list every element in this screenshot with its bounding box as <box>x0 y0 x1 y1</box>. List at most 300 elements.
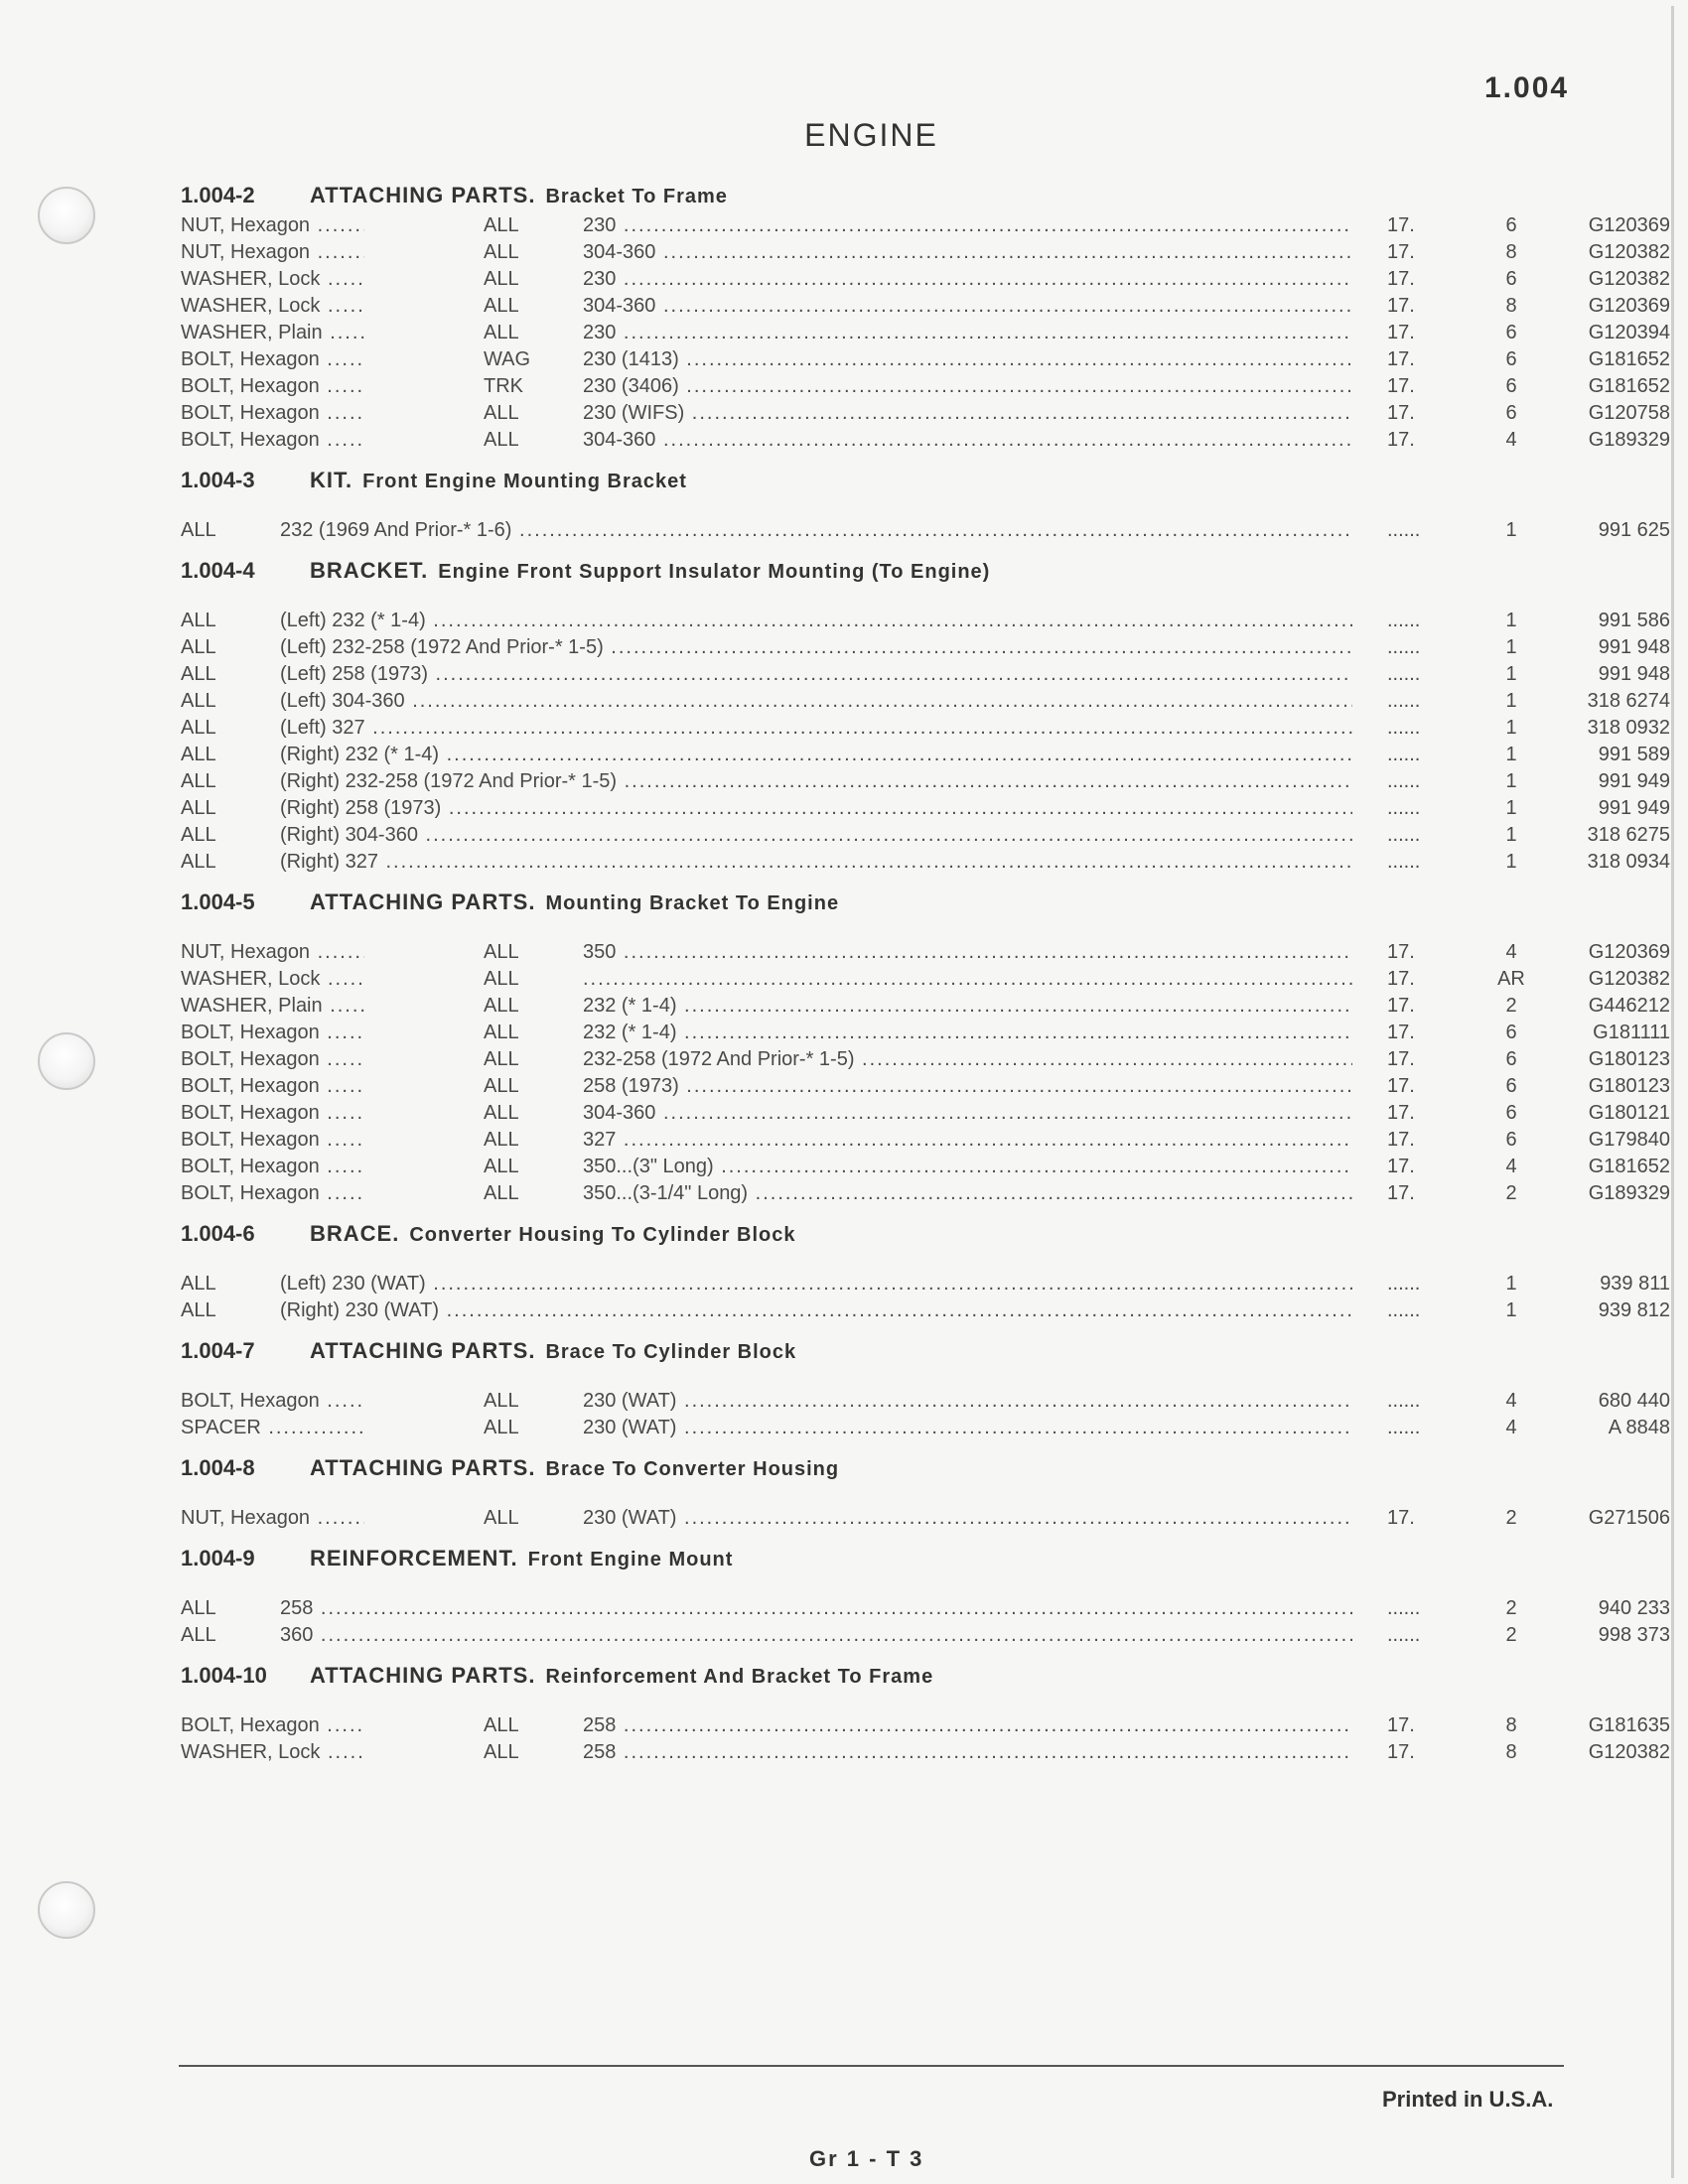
part-row <box>181 212 1670 239</box>
quantity: 4 <box>1505 429 1517 451</box>
group-number: 17. <box>1387 1741 1415 1763</box>
catalog-section <box>181 1542 1670 1649</box>
application: 350...(3" Long) ..... <box>583 1154 1352 1180</box>
group-number: ...... <box>1387 797 1421 819</box>
group-number: ...... <box>1387 636 1421 658</box>
model-code: ALL <box>181 1624 216 1646</box>
part-row <box>181 517 1670 544</box>
catalog-section <box>181 464 1670 544</box>
application: (Left) 232-258 (1972 And Prior-* 1-5) ..... <box>280 634 1352 661</box>
quantity: 6 <box>1505 348 1517 370</box>
section-description: Mounting Bracket To Engine <box>545 892 840 914</box>
part-number: G181635 <box>1588 1714 1670 1736</box>
section-description: Front Engine Mounting Bracket <box>362 471 687 492</box>
application: 230 ..... <box>583 212 1352 239</box>
group-number: 17. <box>1387 348 1415 370</box>
model-code: ALL <box>484 1156 519 1177</box>
part-number: G120382 <box>1588 1741 1670 1763</box>
part-number: G120758 <box>1588 402 1670 424</box>
part-number: 939 811 <box>1600 1273 1670 1295</box>
quantity: 1 <box>1505 824 1517 846</box>
quantity: 6 <box>1505 1129 1517 1151</box>
part-number: G120369 <box>1588 941 1670 963</box>
part-name: WASHER, Lock ..... <box>181 266 364 293</box>
part-row <box>181 1127 1670 1154</box>
part-number: G181652 <box>1588 375 1670 397</box>
application: 327 ..... <box>583 1127 1352 1154</box>
part-number: 939 812 <box>1598 1299 1670 1321</box>
part-row <box>181 608 1670 634</box>
part-row <box>181 1622 1670 1649</box>
application: 304-360 ..... <box>583 427 1352 454</box>
group-number: 17. <box>1387 968 1415 990</box>
part-number: G120369 <box>1588 295 1670 317</box>
quantity: 1 <box>1505 610 1517 631</box>
model-code: ALL <box>181 851 216 873</box>
quantity: 6 <box>1505 322 1517 343</box>
part-number: 991 949 <box>1598 770 1670 792</box>
part-number: 991 948 <box>1598 663 1670 685</box>
model-code: ALL <box>484 941 519 963</box>
group-number: 17. <box>1387 241 1415 263</box>
group-number: ...... <box>1387 770 1421 792</box>
application: 230 ..... <box>583 266 1352 293</box>
section-spacer <box>181 919 1501 939</box>
quantity: 1 <box>1505 851 1517 873</box>
part-number: G189329 <box>1588 1182 1670 1204</box>
model-code: ALL <box>181 797 216 819</box>
part-number: G271506 <box>1588 1507 1670 1529</box>
application: (Right) 232 (* 1-4) ..... <box>280 742 1352 768</box>
part-name: WASHER, Lock ..... <box>181 293 364 320</box>
part-row <box>181 822 1670 849</box>
model-code: ALL <box>181 1273 216 1295</box>
model-code: ALL <box>181 1597 216 1619</box>
part-number: G189329 <box>1588 429 1670 451</box>
part-row <box>181 1415 1670 1441</box>
part-row <box>181 742 1670 768</box>
model-code: ALL <box>484 402 519 424</box>
catalog-section <box>181 179 1670 454</box>
model-code: ALL <box>484 241 519 263</box>
part-name: BOLT, Hexagon ..... <box>181 1046 364 1073</box>
section-number: 1.004-8 <box>181 1455 255 1480</box>
section-title: ATTACHING PARTS. <box>310 889 536 914</box>
punch-hole <box>38 187 95 244</box>
part-row <box>181 1739 1670 1766</box>
model-code: ALL <box>484 1075 519 1097</box>
part-row <box>181 795 1670 822</box>
group-number: ...... <box>1387 663 1421 685</box>
section-number: 1.004-5 <box>181 889 255 914</box>
quantity: 6 <box>1505 1102 1517 1124</box>
model-code: ALL <box>484 1390 519 1412</box>
model-code: ALL <box>484 322 519 343</box>
part-number: G181652 <box>1588 1156 1670 1177</box>
application: 258 ..... <box>583 1739 1352 1766</box>
part-row <box>181 966 1670 993</box>
group-number: ...... <box>1387 1390 1421 1412</box>
quantity: 1 <box>1505 744 1517 765</box>
part-row <box>181 1020 1670 1046</box>
page-title: ENGINE <box>804 117 938 153</box>
part-row <box>181 661 1670 688</box>
quantity: 1 <box>1505 690 1517 712</box>
part-number: 318 0934 <box>1587 851 1670 873</box>
model-code: ALL <box>484 1102 519 1124</box>
group-number: ...... <box>1387 824 1421 846</box>
part-name: BOLT, Hexagon ..... <box>181 427 364 454</box>
part-number: A 8848 <box>1608 1417 1670 1438</box>
model-code: ALL <box>484 968 519 990</box>
part-number: 680 440 <box>1598 1390 1670 1412</box>
part-number: 991 589 <box>1598 744 1670 765</box>
section-title: ATTACHING PARTS. <box>310 1455 536 1480</box>
part-row <box>181 688 1670 715</box>
part-row <box>181 1271 1670 1297</box>
application: 232 (1969 And Prior-* 1-6) ..... <box>280 517 1352 544</box>
group-number: ...... <box>1387 690 1421 712</box>
part-number: 991 948 <box>1598 636 1670 658</box>
part-number: G180123 <box>1588 1075 1670 1097</box>
part-row <box>181 266 1670 293</box>
part-row <box>181 715 1670 742</box>
section-header <box>181 1334 1501 1368</box>
part-row <box>181 293 1670 320</box>
group-number: 17. <box>1387 214 1415 236</box>
model-code: ALL <box>484 295 519 317</box>
group-number: ...... <box>1387 717 1421 739</box>
application: (Left) 232 (* 1-4) ..... <box>280 608 1352 634</box>
quantity: 4 <box>1505 1390 1517 1412</box>
application: 230 (WIFS) ..... <box>583 400 1352 427</box>
model-code: ALL <box>484 1182 519 1204</box>
group-number: 17. <box>1387 995 1415 1017</box>
application: (Left) 230 (WAT) ..... <box>280 1271 1352 1297</box>
part-number: G120382 <box>1588 268 1670 290</box>
application: 232 (* 1-4) ..... <box>583 993 1352 1020</box>
part-number: G180123 <box>1588 1048 1670 1070</box>
application: 230 (1413) ..... <box>583 346 1352 373</box>
part-number: G120382 <box>1588 241 1670 263</box>
group-number: 17. <box>1387 1129 1415 1151</box>
model-code: ALL <box>484 1714 519 1736</box>
part-name: BOLT, Hexagon ..... <box>181 1180 364 1207</box>
section-header <box>181 886 1501 919</box>
group-number: ...... <box>1387 1299 1421 1321</box>
part-name: BOLT, Hexagon ..... <box>181 400 364 427</box>
section-number: 1.004-6 <box>181 1221 255 1246</box>
section-title: BRACE. <box>310 1221 400 1246</box>
catalog-section <box>181 886 1670 1207</box>
part-name: NUT, Hexagon ..... <box>181 939 364 966</box>
section-description: Reinforcement And Bracket To Frame <box>545 1666 934 1688</box>
quantity: 6 <box>1505 268 1517 290</box>
model-code: ALL <box>181 690 216 712</box>
section-title: ATTACHING PARTS. <box>310 1338 536 1363</box>
section-spacer <box>181 497 1501 517</box>
part-name: BOLT, Hexagon ..... <box>181 1388 364 1415</box>
quantity: 6 <box>1505 402 1517 424</box>
group-number: 17. <box>1387 1182 1415 1204</box>
application: (Right) 232-258 (1972 And Prior-* 1-5) ..... <box>280 768 1352 795</box>
model-code: ALL <box>181 717 216 739</box>
part-row <box>181 1046 1670 1073</box>
part-name: BOLT, Hexagon ..... <box>181 1073 364 1100</box>
section-description: Bracket To Frame <box>545 186 728 207</box>
quantity: 1 <box>1505 1299 1517 1321</box>
section-number: 1.004-4 <box>181 558 255 583</box>
part-row <box>181 849 1670 876</box>
part-number: G179840 <box>1588 1129 1670 1151</box>
quantity: 1 <box>1505 636 1517 658</box>
part-name: SPACER ..... <box>181 1415 364 1441</box>
section-number: 1.004-9 <box>181 1546 255 1570</box>
catalog-section <box>181 1334 1670 1441</box>
group-number: ...... <box>1387 1417 1421 1438</box>
group-number: ...... <box>1387 610 1421 631</box>
part-number: G180121 <box>1588 1102 1670 1124</box>
part-row <box>181 1297 1670 1324</box>
part-row <box>181 1595 1670 1622</box>
part-number: 940 233 <box>1598 1597 1670 1619</box>
part-number: 318 6274 <box>1587 690 1670 712</box>
part-row <box>181 1505 1670 1532</box>
catalog-section <box>181 1217 1670 1324</box>
application: 230 (WAT) ..... <box>583 1388 1352 1415</box>
model-code: ALL <box>484 995 519 1017</box>
group-number: 17. <box>1387 295 1415 317</box>
part-row <box>181 634 1670 661</box>
section-spacer <box>181 1368 1501 1388</box>
group-number: 17. <box>1387 1156 1415 1177</box>
part-name: WASHER, Lock ..... <box>181 1739 364 1766</box>
section-description: Brace To Converter Housing <box>545 1458 840 1480</box>
application: (Right) 258 (1973) ..... <box>280 795 1352 822</box>
group-number: ...... <box>1387 1624 1421 1646</box>
quantity: 8 <box>1505 1741 1517 1763</box>
part-name: NUT, Hexagon ..... <box>181 1505 364 1532</box>
quantity: 6 <box>1505 375 1517 397</box>
model-code: ALL <box>181 1299 216 1321</box>
section-header <box>181 179 1501 212</box>
group-number: 17. <box>1387 1714 1415 1736</box>
application: 230 (WAT) ..... <box>583 1415 1352 1441</box>
group-number: ...... <box>1387 1597 1421 1619</box>
group-reference: Gr 1 - T 3 <box>809 2146 924 2171</box>
application: 258 (1973) ..... <box>583 1073 1352 1100</box>
part-number: 991 625 <box>1598 519 1670 541</box>
quantity: 8 <box>1505 295 1517 317</box>
section-title: ATTACHING PARTS. <box>310 183 536 207</box>
group-number: 17. <box>1387 1507 1415 1529</box>
section-title: KIT. <box>310 468 353 492</box>
section-spacer <box>181 1485 1501 1505</box>
part-number: 991 949 <box>1598 797 1670 819</box>
section-description: Converter Housing To Cylinder Block <box>409 1224 796 1246</box>
quantity: 1 <box>1505 663 1517 685</box>
application: 258 ..... <box>280 1595 1352 1622</box>
part-name: BOLT, Hexagon ..... <box>181 373 364 400</box>
part-number: G181111 <box>1593 1022 1670 1043</box>
punch-hole <box>38 1881 95 1939</box>
part-name: WASHER, Plain ..... <box>181 993 364 1020</box>
application: (Left) 327 ..... <box>280 715 1352 742</box>
part-name: WASHER, Plain ..... <box>181 320 364 346</box>
model-code: ALL <box>484 214 519 236</box>
quantity: AR <box>1497 968 1525 990</box>
part-name: BOLT, Hexagon ..... <box>181 1127 364 1154</box>
part-row <box>181 1712 1670 1739</box>
quantity: 1 <box>1505 519 1517 541</box>
section-title: BRACKET. <box>310 558 429 583</box>
group-number: 17. <box>1387 941 1415 963</box>
quantity: 4 <box>1505 941 1517 963</box>
application: (Right) 230 (WAT) ..... <box>280 1297 1352 1324</box>
part-row <box>181 1073 1670 1100</box>
group-number: 17. <box>1387 1075 1415 1097</box>
part-number: 998 373 <box>1598 1624 1670 1646</box>
group-number: ...... <box>1387 744 1421 765</box>
model-code: ALL <box>484 1129 519 1151</box>
quantity: 6 <box>1505 214 1517 236</box>
section-title: ATTACHING PARTS. <box>310 1663 536 1688</box>
group-number: 17. <box>1387 322 1415 343</box>
part-row <box>181 427 1670 454</box>
application: 230 ..... <box>583 320 1352 346</box>
model-code: ALL <box>484 1022 519 1043</box>
section-header <box>181 464 1501 497</box>
application: 350 ..... <box>583 939 1352 966</box>
quantity: 8 <box>1505 1714 1517 1736</box>
model-code: ALL <box>181 663 216 685</box>
quantity: 1 <box>1505 717 1517 739</box>
section-spacer <box>181 1575 1501 1595</box>
section-spacer <box>181 1693 1501 1712</box>
section-number: 1.004-2 <box>181 183 255 207</box>
part-name: BOLT, Hexagon ..... <box>181 1712 364 1739</box>
quantity: 2 <box>1505 995 1517 1017</box>
quantity: 2 <box>1505 1624 1517 1646</box>
application: (Right) 304-360 ..... <box>280 822 1352 849</box>
quantity: 6 <box>1505 1048 1517 1070</box>
model-code: ALL <box>181 519 216 541</box>
section-number: 1.004-10 <box>181 1663 267 1688</box>
parts-catalog <box>181 179 1670 1776</box>
part-number: 318 0932 <box>1587 717 1670 739</box>
quantity: 6 <box>1505 1022 1517 1043</box>
quantity: 1 <box>1505 770 1517 792</box>
model-code: ALL <box>181 770 216 792</box>
part-row <box>181 768 1670 795</box>
part-name: BOLT, Hexagon ..... <box>181 1100 364 1127</box>
part-row <box>181 320 1670 346</box>
model-code: ALL <box>181 744 216 765</box>
model-code: ALL <box>484 1417 519 1438</box>
section-spacer <box>181 588 1501 608</box>
model-code: ALL <box>181 610 216 631</box>
application: (Left) 258 (1973) ..... <box>280 661 1352 688</box>
part-number: G120382 <box>1588 968 1670 990</box>
quantity: 4 <box>1505 1156 1517 1177</box>
part-number: G120394 <box>1588 322 1670 343</box>
part-name: BOLT, Hexagon ..... <box>181 1154 364 1180</box>
section-header <box>181 1659 1501 1693</box>
section-header <box>181 1542 1501 1575</box>
section-description: Front Engine Mount <box>527 1549 734 1570</box>
application: 230 (3406) ..... <box>583 373 1352 400</box>
footer-rule <box>179 2065 1564 2067</box>
part-number: 991 586 <box>1598 610 1670 631</box>
application: 304-360 ..... <box>583 239 1352 266</box>
model-code: ALL <box>484 429 519 451</box>
application: 258 ..... <box>583 1712 1352 1739</box>
catalog-section <box>181 554 1670 876</box>
part-name: BOLT, Hexagon ..... <box>181 1020 364 1046</box>
printed-in-usa: Printed in U.S.A. <box>1382 2087 1554 2112</box>
quantity: 2 <box>1505 1597 1517 1619</box>
quantity: 2 <box>1505 1182 1517 1204</box>
section-spacer <box>181 1251 1501 1271</box>
group-number: ...... <box>1387 1273 1421 1295</box>
section-header <box>181 1451 1501 1485</box>
quantity: 1 <box>1505 1273 1517 1295</box>
group-number: 17. <box>1387 375 1415 397</box>
model-code: ALL <box>181 824 216 846</box>
model-code: ALL <box>484 1048 519 1070</box>
part-name: NUT, Hexagon ..... <box>181 212 364 239</box>
group-number: 17. <box>1387 268 1415 290</box>
model-code: TRK <box>484 375 523 397</box>
application <box>583 966 1352 993</box>
group-number: 17. <box>1387 1102 1415 1124</box>
part-number: G181652 <box>1588 348 1670 370</box>
part-row <box>181 1100 1670 1127</box>
application: 230 (WAT) ..... <box>583 1505 1352 1532</box>
part-row <box>181 1154 1670 1180</box>
part-name: NUT, Hexagon ..... <box>181 239 364 266</box>
catalog-section <box>181 1451 1670 1532</box>
group-number: 17. <box>1387 1022 1415 1043</box>
part-row <box>181 1388 1670 1415</box>
application: 232-258 (1972 And Prior-* 1-5) ..... <box>583 1046 1352 1073</box>
group-number: ...... <box>1387 519 1421 541</box>
model-code: WAG <box>484 348 531 370</box>
section-header <box>181 554 1501 588</box>
application: (Left) 304-360 ..... <box>280 688 1352 715</box>
part-name: BOLT, Hexagon ..... <box>181 346 364 373</box>
section-header <box>181 1217 1501 1251</box>
part-row <box>181 1180 1670 1207</box>
group-number: 17. <box>1387 1048 1415 1070</box>
quantity: 6 <box>1505 1075 1517 1097</box>
part-row <box>181 373 1670 400</box>
page-number: 1.004 <box>1484 71 1570 104</box>
quantity: 8 <box>1505 241 1517 263</box>
application: 232 (* 1-4) ..... <box>583 1020 1352 1046</box>
section-number: 1.004-3 <box>181 468 255 492</box>
section-number: 1.004-7 <box>181 1338 255 1363</box>
part-row <box>181 400 1670 427</box>
application: 304-360 ..... <box>583 293 1352 320</box>
quantity: 4 <box>1505 1417 1517 1438</box>
quantity: 2 <box>1505 1507 1517 1529</box>
application: 360 ..... <box>280 1622 1352 1649</box>
punch-hole <box>38 1032 95 1090</box>
group-number: 17. <box>1387 402 1415 424</box>
application: 350...(3-1/4" Long) ..... <box>583 1180 1352 1207</box>
catalog-section <box>181 1659 1670 1766</box>
